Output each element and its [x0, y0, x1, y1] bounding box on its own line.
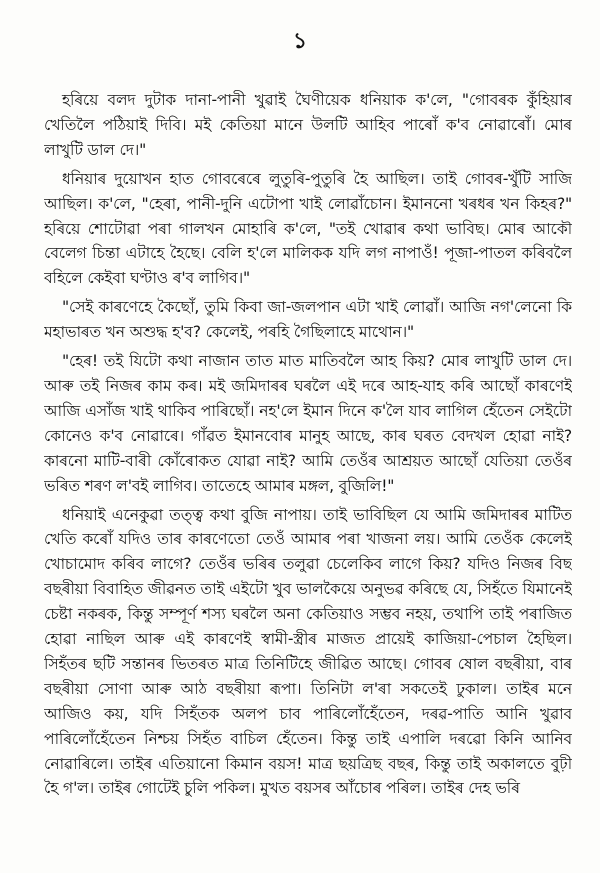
page-number: ১ — [292, 29, 308, 54]
paragraph-2: ধনিয়াৰ দুয়োখন হাত গোবৰেৰে লুতুৰি-পুতুৰি হৈ আছিল। তাই গোবৰ-খুঁটি সাজি আছিল। ক'লে, "হেৰা, পানী-দুনি এটোপা খাই লোৱাঁচোন। ইমাননো খৰধৰ খন কিহৰ?" হৰিয়ে শোটোৱা পৰা গালখন মোহাৰি ক'লে, "তই খোৱাৰ কথা ভাবিছ। মোৰ আকৌ বেলেগ চিন্তা এটাহে হৈছে। বেলি হ'লে মালিকক যদি লগ নাপাওঁ! পূজা-পাতল কৰিবলৈ বহিলে কেইবা ঘণ্টাও ৰ'ব লাগিব।" — [44, 169, 572, 288]
paragraph-1: হৰিয়ে বলদ দুটাক দানা-পানী খুৱাই ঘৈণীয়েক ধনিয়াক ক'লে, "গোবৰক কুঁহিয়াৰ খেতিলৈ পঠিয়াই দিবি। মই কেতিয়া মানে উলটি আহিব পাৰোঁ ক'ব নোৱাৰোঁ। মোৰ লাখুটি ডাল দে।" — [44, 91, 572, 159]
paragraph-5: ধনিয়াই এনেকুৱা তত্ত্ব কথা বুজি নাপায়। তাই ভাবিছিল যে আমি জমিদাৰৰ মাটিত খেতি কৰোঁ যদিও তাৰ কাৰণেতো তেওঁ আমাৰ পৰা খাজনা লয়। আমি তেওঁক কেলেই খোচামোদ কৰিব লাগে? তেওঁৰ ভৰিৰ তলুৱা চেলেকিব লাগে কিয়? যদিও নিজৰ বিছ বছৰীয়া বিবাহিত জীৱনত তাই এইটো খুব ভালকৈয়ে অনুভৱ কৰিছে যে, সিহঁতে যিমানেই চেষ্টা নকৰক, কিন্তু সম্পূৰ্ণ শস্য ঘৰলৈ অনা কেতিয়াও সম্ভব নহয়, তথাপি তাই পৰাজিত হোৱা নাছিল আৰু এই কাৰণেই স্বামী-স্ত্ৰীৰ মাজত প্ৰায়েই কাজিয়া-পেচাল হৈছিল। সিহঁতৰ ছটি সন্তানৰ ভিতৰত মাত্ৰ তিনিটিহে জীৱিত আছে। গোবৰ ষোল বছৰীয়া, বাৰ বছৰীয়া সোণা আৰু আঠ বছৰীয়া ৰূপা। তিনিটা ল'ৰা সকতেই ঢুকাল। তাইৰ মনে আজিও কয়, যদি সিহঁতক অলপ চাব পাৰিলোঁহেঁতেন, দৰৱ-পাতি আনি খুৱাব পাৰিলোঁহেঁতেন নিশ্চয় সিহঁত বাচিল হেঁতেন। কিন্তু তাই এপালি দৰৱো কিনি আনিব নোৱাৰিলে। তাইৰ এতিয়ানো কিমান বয়স! মাত্ৰ ছয়ত্ৰিছ বছৰ, কিন্তু তাই অকালতে বুঢ়ী হৈ গ'ল। তাইৰ গোটেই চুলি পকিল। মুখত বয়সৰ আঁচোৰ পৰিল। তাইৰ দেহ ভৰি — [44, 505, 572, 798]
paragraph-3: "সেই কাৰণেহে কৈছোঁ, তুমি কিবা জা-জলপান এটা খাই লোৱাঁ। আজি নগ'লেনো কি মহাভাৰত খন অশুদ্ধ হ'ব? কেলেই, পৰহি গৈছিলাহে মাথোন।" — [44, 298, 572, 342]
paragraph-4: "হেৰ! তই যিটো কথা নাজান তাত মাত মাতিবলৈ আহ কিয়? মোৰ লাখুটি ডাল দে। আৰু তই নিজৰ কাম কৰ। মই জমিদাৰৰ ঘৰলৈ এই দৰে আহ-যাহ কৰি আছোঁ কাৰণেই আজি এসাঁজ খাই থাকিব পাৰিছোঁ। নহ'লে ইমান দিনে ক'লৈ যাব লাগিল হেঁতেন সেইটো কোনেও ক'ব নোৱাৰে। গাঁৱত ইমানবোৰ মানুহ আছে, কাৰ ঘৰত বেদখল হোৱা নাই? কাৰনো মাটি-বাৰী কোঁৰোকত যোৱা নাই? আমি তেওঁৰ আশ্ৰয়ত আছোঁ যেতিয়া তেওঁৰ ভৰিত শৰণ ল'বই লাগিব। তাতেহে আমাৰ মঙ্গল, বুজিলি!" — [44, 352, 572, 495]
body-text — [44, 88, 572, 868]
